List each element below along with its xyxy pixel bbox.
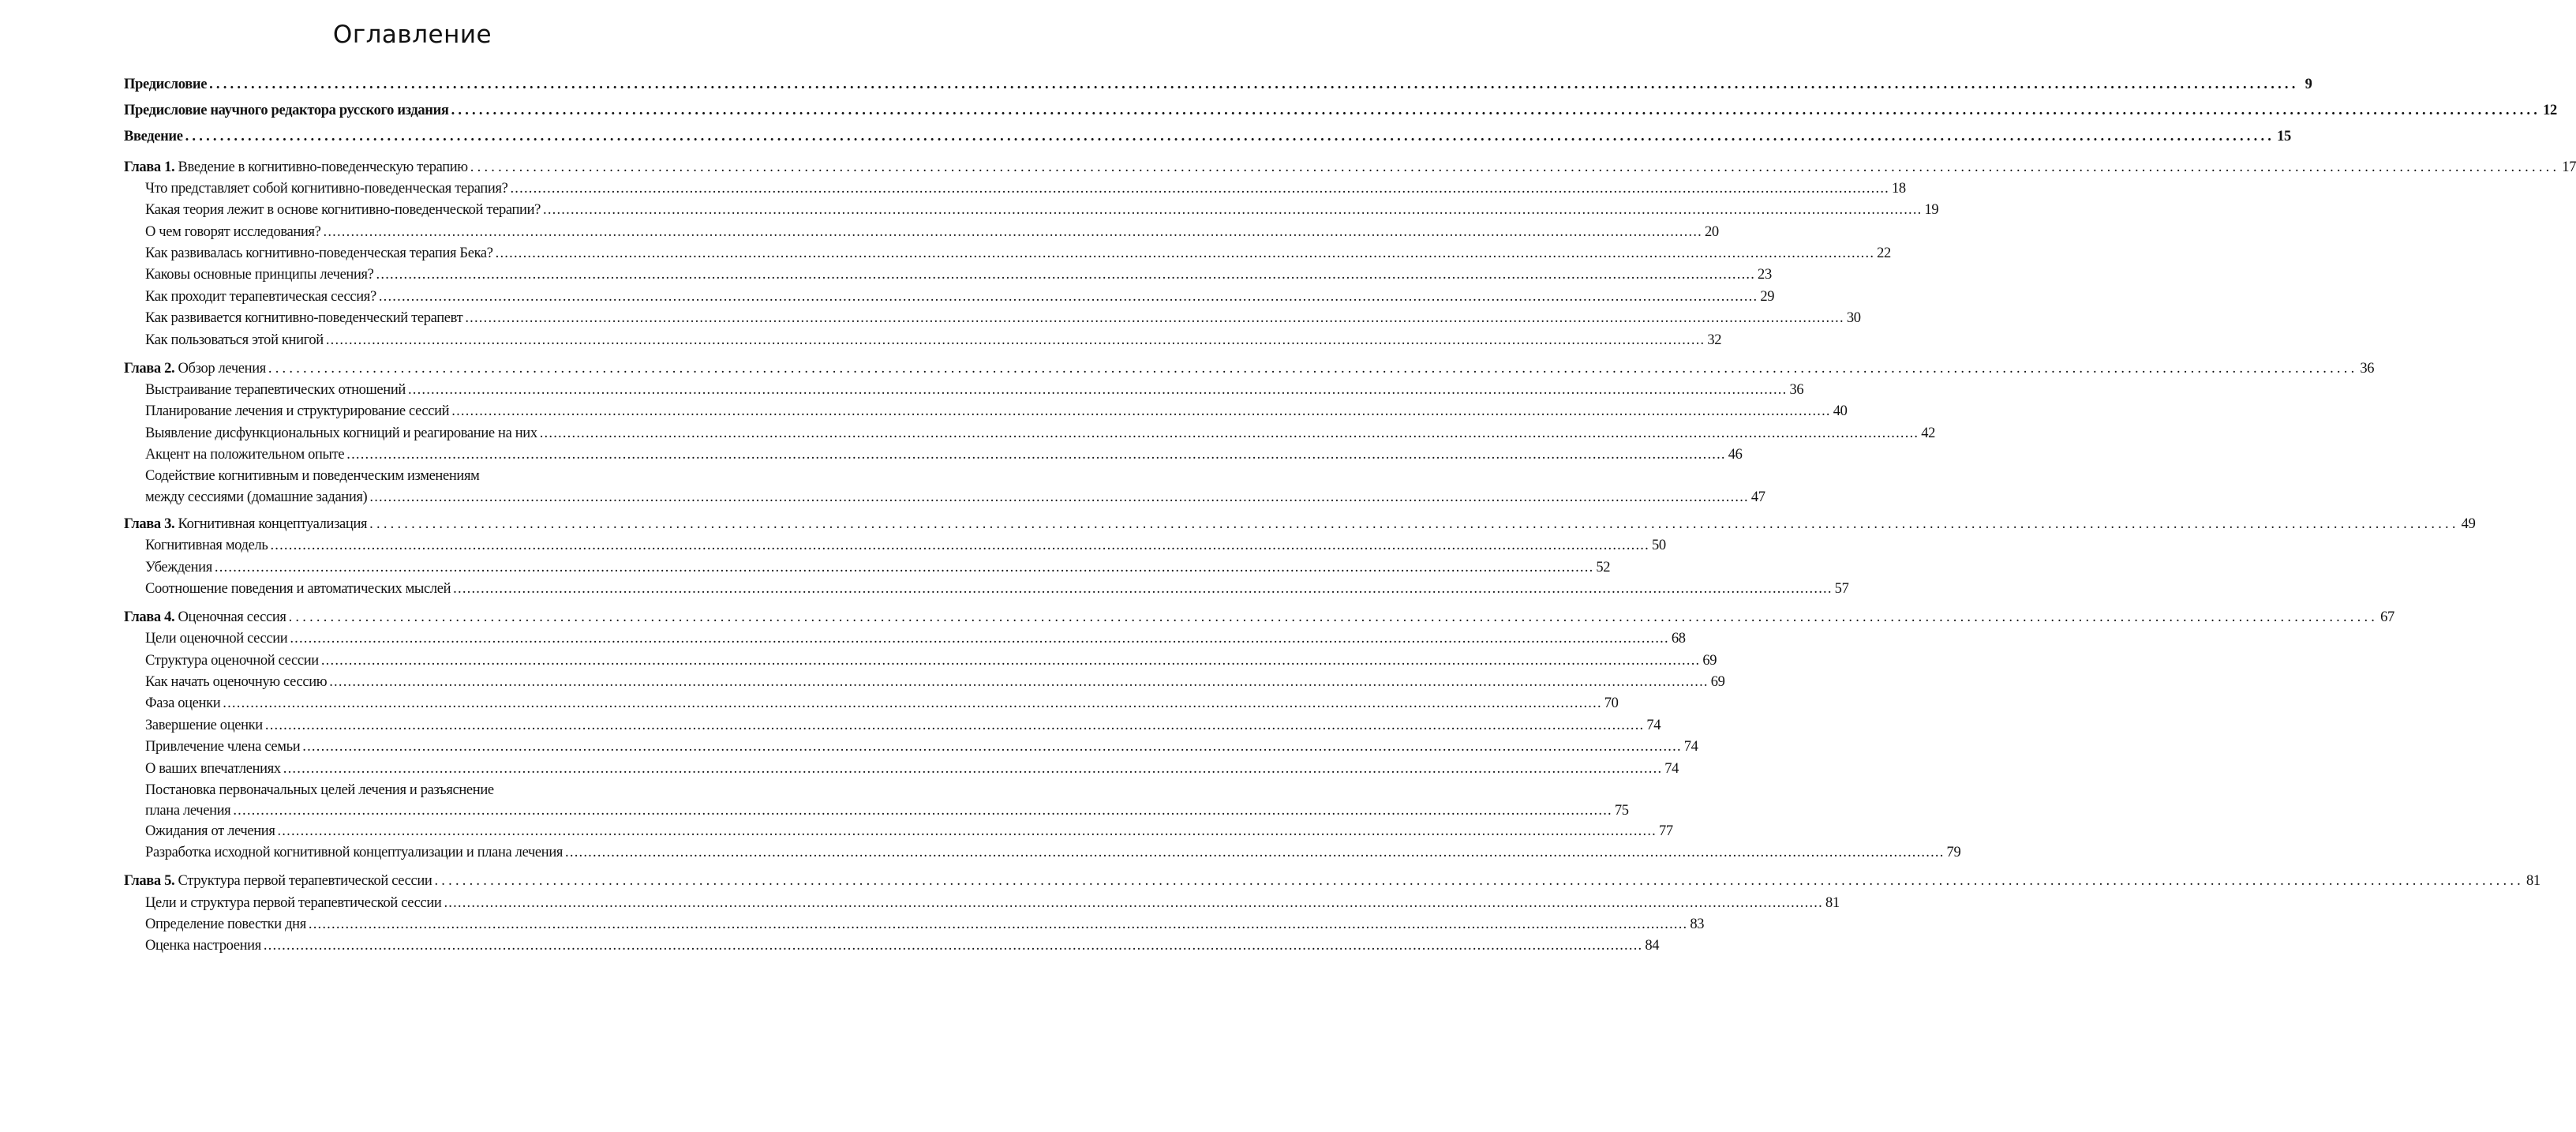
section-title: Фаза оценки: [145, 695, 221, 712]
page-number: 68: [1671, 631, 1686, 647]
section-title-cont: между сессиями (домашние задания): [145, 489, 368, 505]
page-number: 15: [2277, 129, 2291, 144]
toc-section[interactable]: [124, 672, 1725, 693]
section-title: Как проходит терапевтическая сессия?: [145, 288, 376, 305]
section-title: Какая теория лежит в основе когнитивно-поведенческой терапии?: [145, 202, 541, 219]
dot-leader: ............................................................................................................................................................................................................................................................................................................: [329, 674, 1709, 691]
toc-entry[interactable]: [124, 72, 2312, 98]
page-number: 23: [1758, 267, 1772, 283]
section-title: Выявление дисфункциональных когниций и реагирование на них: [145, 425, 537, 441]
page-number: 83: [1690, 916, 1705, 932]
page-number: 74: [1683, 739, 1698, 755]
section-title: Определение повестки дня: [145, 916, 306, 932]
toc-entry[interactable]: [124, 124, 2291, 150]
section-title: Соотношение поведения и автоматических мыслей: [145, 581, 451, 598]
toc-section[interactable]: [124, 935, 1660, 957]
toc-entry[interactable]: [124, 98, 2557, 124]
toc-section[interactable]: [124, 200, 1939, 221]
dot-leader: ............................................................................................................................................................................................................................................................................................................: [290, 631, 1669, 647]
chapter-title: Введение в когнитивно-поведенческую терапию: [178, 159, 468, 175]
dot-leader: ............................................................................................................................................................................................................................................................................................................: [539, 425, 1919, 441]
toc-section[interactable]: [124, 821, 1673, 842]
toc-section[interactable]: [124, 801, 1629, 821]
page-number: 50: [1651, 538, 1666, 554]
toc-section[interactable]: [124, 264, 1772, 286]
toc-section[interactable]: [124, 715, 1661, 737]
section-title: Привлечение члена семьи: [145, 739, 301, 755]
section-title: Завершение оценки: [145, 717, 263, 733]
page-number: 81: [2525, 873, 2540, 890]
toc-section[interactable]: [124, 222, 1719, 243]
section-title: Каковы основные принципы лечения?: [145, 267, 374, 283]
toc-section[interactable]: [124, 287, 1775, 308]
dot-leader: ............................................................................................................................................................................................................................................................................................................: [302, 739, 1682, 755]
toc-section[interactable]: [124, 535, 1666, 557]
dot-leader: ............................................................................................................................................................................................................................................................................................................: [369, 515, 2459, 532]
entry-title: Предисловие научного редактора русского издания: [124, 103, 449, 118]
toc-chapter[interactable]: [124, 358, 2375, 380]
section-title: Как развивается когнитивно-поведенческий терапевт: [145, 310, 463, 327]
toc-section-line1: Содействие когнитивным и поведенческим изменениям: [145, 468, 480, 485]
page-number: 49: [2461, 515, 2476, 532]
dot-leader: ............................................................................................................................................................................................................................................................................................................: [264, 717, 1645, 733]
section-title: О ваших впечатлениях: [145, 760, 281, 777]
dot-leader: ............................................................................................................................................................................................................................................................................................................: [451, 103, 2541, 118]
dot-leader: ............................................................................................................................................................................................................................................................................................................: [185, 129, 2275, 144]
chapter-label: Глава 1.: [124, 159, 175, 175]
toc-section[interactable]: [124, 330, 1722, 351]
dot-leader: ............................................................................................................................................................................................................................................................................................................: [510, 180, 1889, 197]
page-number: 70: [1604, 695, 1619, 712]
chapter-label: Глава 3.: [124, 515, 175, 532]
toc-section[interactable]: [124, 914, 1705, 935]
toc-section[interactable]: [124, 737, 1698, 758]
dot-leader: ............................................................................................................................................................................................................................................................................................................: [268, 360, 2358, 377]
page-number: 74: [1646, 717, 1661, 733]
page-number: 79: [1946, 845, 1961, 861]
dot-leader: ............................................................................................................................................................................................................................................................................................................: [444, 894, 1823, 911]
toc-section[interactable]: [124, 693, 1619, 714]
page-number: 18: [1891, 180, 1906, 197]
section-title: Цели оценочной сессии: [145, 631, 288, 647]
section-title: Что представляет собой когнитивно-поведенческая терапия?: [145, 180, 508, 197]
toc-section[interactable]: [124, 444, 1743, 466]
page-number: 17: [2562, 159, 2576, 175]
page-number: 30: [1846, 310, 1861, 327]
toc-chapter[interactable]: [124, 871, 2540, 892]
dot-leader: ............................................................................................................................................................................................................................................................................................................: [270, 538, 1649, 554]
toc-section[interactable]: [124, 842, 1961, 864]
section-title: Акцент на положительном опыте: [145, 447, 345, 463]
page-number: 57: [1834, 581, 1849, 598]
page-number: 12: [2543, 103, 2557, 118]
section-title: Как пользоваться этой книгой: [145, 332, 324, 348]
toc-section-line1: Постановка первоначальных целей лечения и разъяснение: [145, 782, 494, 799]
section-title: Убеждения: [145, 559, 212, 575]
dot-leader: ............................................................................................................................................................................................................................................................................................................: [325, 332, 1705, 348]
dot-leader: ............................................................................................................................................................................................................................................................................................................: [434, 873, 2524, 890]
dot-leader: ............................................................................................................................................................................................................................................................................................................: [214, 559, 1594, 575]
page-number: 46: [1728, 447, 1743, 463]
page-number: 36: [1789, 381, 1804, 398]
page-number: 81: [1825, 894, 1840, 911]
page-number: 67: [2380, 609, 2394, 625]
page-number: 22: [1877, 246, 1891, 262]
page-number: 9: [2305, 77, 2312, 92]
dot-leader: ............................................................................................................................................................................................................................................................................................................: [308, 916, 1688, 932]
dot-leader: ............................................................................................................................................................................................................................................................................................................: [543, 202, 1923, 219]
page-number: 20: [1705, 223, 1719, 240]
page-number: 32: [1707, 332, 1722, 348]
page-number: 47: [1750, 489, 1765, 505]
page-number: 19: [1924, 202, 1939, 219]
chapter-label: Глава 4.: [124, 609, 175, 625]
toc-section[interactable]: [124, 178, 1906, 200]
dot-leader: ............................................................................................................................................................................................................................................................................................................: [451, 403, 1831, 420]
page-title: Оглавление: [332, 21, 492, 49]
section-title: Ожидания от лечения: [145, 823, 275, 839]
section-title: Структура оценочной сессии: [145, 652, 319, 669]
page-number: 40: [1833, 403, 1848, 420]
toc-chapter[interactable]: [124, 607, 2394, 628]
toc-section[interactable]: [124, 650, 1717, 672]
chapter-label: Глава 2.: [124, 360, 175, 377]
chapter-title: Оценочная сессия: [178, 609, 286, 625]
toc-section[interactable]: [124, 401, 1848, 422]
page-number: 74: [1664, 760, 1679, 777]
dot-leader: ............................................................................................................................................................................................................................................................................................................: [565, 845, 1945, 861]
page-number: 29: [1760, 288, 1775, 305]
section-title: Как развивалась когнитивно-поведенческая терапия Бека?: [145, 246, 493, 262]
page-number: 42: [1921, 425, 1936, 441]
section-title: Как начать оценочную сессию: [145, 674, 328, 691]
chapter-label: Глава 5.: [124, 873, 175, 890]
dot-leader: ............................................................................................................................................................................................................................................................................................................: [223, 695, 1602, 712]
toc-section[interactable]: [124, 243, 1891, 264]
dot-leader: ............................................................................................................................................................................................................................................................................................................: [376, 267, 1756, 283]
entry-title: Предисловие: [124, 77, 208, 92]
toc-section[interactable]: [124, 308, 1861, 329]
dot-leader: ............................................................................................................................................................................................................................................................................................................: [277, 823, 1657, 839]
dot-leader: ............................................................................................................................................................................................................................................................................................................: [407, 381, 1788, 398]
toc-section[interactable]: [124, 893, 1840, 914]
toc-chapter[interactable]: [124, 157, 2576, 178]
section-title: О чем говорят исследования?: [145, 223, 321, 240]
toc-section[interactable]: [124, 579, 1849, 600]
section-title: Оценка настроения: [145, 938, 261, 954]
section-title: Цели и структура первой терапевтической сессии: [145, 894, 442, 911]
page-number: 69: [1702, 652, 1717, 669]
dot-leader: ............................................................................................................................................................................................................................................................................................................: [369, 489, 1749, 505]
section-title: Выстраивание терапевтических отношений: [145, 381, 406, 398]
toc-section[interactable]: [124, 759, 1679, 780]
dot-leader: ............................................................................................................................................................................................................................................................................................................: [209, 77, 2299, 92]
page-number: 77: [1658, 823, 1673, 839]
entry-title: Введение: [124, 129, 183, 144]
toc-section[interactable]: [124, 380, 1804, 401]
dot-leader: ............................................................................................................................................................................................................................................................................................................: [470, 159, 2560, 175]
page-number: 69: [1710, 674, 1725, 691]
toc-section[interactable]: [124, 423, 1936, 444]
section-title: Планирование лечения и структурирование сессий: [145, 403, 450, 420]
chapter-title: Когнитивная концептуализация: [178, 515, 368, 532]
section-title: Когнитивная модель: [145, 538, 268, 554]
dot-leader: ............................................................................................................................................................................................................................................................................................................: [323, 223, 1702, 240]
section-title-cont: плана лечения: [145, 803, 231, 819]
page-number: 52: [1596, 559, 1611, 575]
chapter-title: Структура первой терапевтической сессии: [178, 873, 432, 890]
dot-leader: ............................................................................................................................................................................................................................................................................................................: [453, 581, 1833, 598]
dot-leader: ............................................................................................................................................................................................................................................................................................................: [378, 288, 1758, 305]
dot-leader: ............................................................................................................................................................................................................................................................................................................: [465, 310, 1844, 327]
dot-leader: ............................................................................................................................................................................................................................................................................................................: [283, 760, 1663, 777]
table-of-contents: [124, 72, 2576, 958]
page-number: 84: [1645, 938, 1660, 954]
page-number: 75: [1614, 803, 1629, 819]
dot-leader: ............................................................................................................................................................................................................................................................................................................: [233, 803, 1612, 819]
section-title: Разработка исходной когнитивной концептуализации и плана лечения: [145, 845, 564, 861]
dot-leader: ............................................................................................................................................................................................................................................................................................................: [320, 652, 1701, 669]
chapter-title: Обзор лечения: [178, 360, 266, 377]
toc-section[interactable]: [124, 488, 1765, 508]
toc-chapter[interactable]: [124, 514, 2476, 535]
dot-leader: ............................................................................................................................................................................................................................................................................................................: [346, 447, 1726, 463]
dot-leader: ............................................................................................................................................................................................................................................................................................................: [288, 609, 2379, 625]
toc-section[interactable]: [124, 557, 1611, 579]
dot-leader: ............................................................................................................................................................................................................................................................................................................: [263, 938, 1643, 954]
page-number: 36: [2360, 360, 2375, 377]
dot-leader: ............................................................................................................................................................................................................................................................................................................: [495, 246, 1875, 262]
toc-section[interactable]: [124, 628, 1686, 650]
